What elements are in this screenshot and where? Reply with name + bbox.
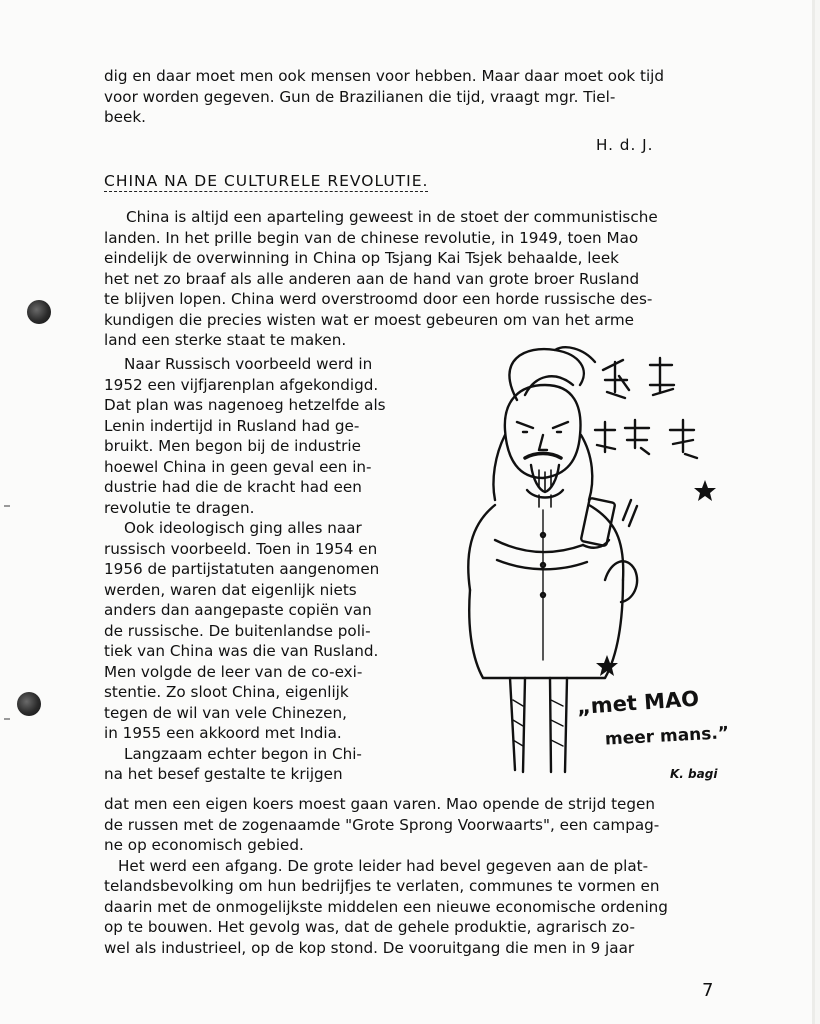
article-column-text bbox=[104, 354, 386, 785]
margin-mark bbox=[4, 718, 10, 720]
author-signature: H. d. J. bbox=[596, 136, 654, 154]
page-edge-outer bbox=[815, 0, 820, 1024]
text-line: de russische. De buitenlandse poli- bbox=[104, 621, 371, 640]
text-line: dustrie had die de kracht had een bbox=[104, 478, 362, 496]
text-line: Het werd een afgang. De grote leider had bevel gegeven aan de plat- bbox=[118, 856, 649, 875]
text-line: kundigen die precies wisten wat er moest gebeuren om van het arme bbox=[104, 310, 634, 329]
text-line: Dat plan was nagenoeg hetzelfde als bbox=[104, 396, 386, 414]
text-line: werden, waren dat eigenlijk niets bbox=[104, 580, 357, 599]
article-paragraph-3 bbox=[104, 794, 668, 958]
artist-signature: K. bagi bbox=[670, 767, 718, 781]
text-line: dig en daar moet men ook mensen voor hebben. Maar daar moet ook tijd bbox=[104, 67, 665, 85]
text-line: het net zo braaf als alle anderen aan de hand van grote broer Rusland bbox=[104, 269, 640, 288]
text-line: 1956 de partijstatuten aangenomen bbox=[104, 560, 380, 578]
text-line: landen. In het prille begin van de chinese revolutie, in 1949, toen Mao bbox=[104, 228, 639, 247]
text-line: na het besef gestalte te krijgen bbox=[104, 765, 343, 783]
illustration-caption-line-2: meer mans.” bbox=[604, 723, 730, 750]
text-line: beek. bbox=[104, 108, 146, 126]
text-line: voor worden gegeven. Gun de Brazilianen die tijd, vraagt mgr. Tiel- bbox=[104, 87, 616, 106]
text-line: land een sterke staat te maken. bbox=[104, 331, 347, 349]
punch-hole-bottom bbox=[17, 692, 41, 716]
punch-hole-top bbox=[27, 300, 51, 324]
text-line: op te bouwen. Het gevolg was, dat de gehele produktie, agrarisch zo- bbox=[104, 918, 635, 936]
text-line: in 1955 een akkoord met India. bbox=[104, 724, 342, 742]
text-line: Ook ideologisch ging alles naar bbox=[124, 519, 362, 537]
text-line: eindelijk de overwinning in China op Tsjang Kai Tsjek behaalde, leek bbox=[104, 249, 619, 267]
text-line: ne op economisch gebied. bbox=[104, 836, 304, 854]
text-line: wel als industrieel, op de kop stond. De vooruitgang die men in 9 jaar bbox=[104, 938, 635, 957]
text-line: Lenin indertijd in Rusland had ge- bbox=[104, 416, 360, 435]
text-line: Langzaam echter begon in Chi- bbox=[124, 744, 362, 763]
text-line: daarin met de onmogelijkste middelen een nieuwe economische ordening bbox=[104, 897, 668, 916]
text-line: hoewel China in geen geval een in- bbox=[104, 457, 372, 476]
text-line: stentie. Zo sloot China, eigenlijk bbox=[104, 683, 349, 701]
text-line: te blijven lopen. China werd overstroomd door een horde russische des- bbox=[104, 290, 653, 308]
text-line: anders dan aangepaste copiën van bbox=[104, 601, 372, 619]
article-heading: CHINA NA DE CULTURELE REVOLUTIE. bbox=[104, 172, 429, 190]
text-line: Men volgde de leer van de co-exi- bbox=[104, 662, 363, 681]
text-line: bruikt. Men begon bij de industrie bbox=[104, 437, 361, 455]
text-line: revolutie te dragen. bbox=[104, 498, 255, 517]
text-line: russisch voorbeeld. Toen in 1954 en bbox=[104, 539, 378, 558]
illustration-caption-line-1: „met MAO bbox=[576, 686, 700, 720]
margin-mark bbox=[4, 505, 10, 507]
text-line: dat men een eigen koers moest gaan varen. Mao opende de strijd tegen bbox=[104, 795, 655, 813]
mao-caricature-illustration bbox=[455, 340, 740, 785]
article-paragraph-1 bbox=[104, 207, 658, 351]
text-line: China is altijd een aparteling geweest in de stoet der communistische bbox=[126, 208, 658, 226]
text-line: telandsbevolking om hun bedrijfjes te verlaten, communes te vormen en bbox=[104, 877, 660, 895]
page-number: 7 bbox=[702, 980, 714, 1001]
text-line: Naar Russisch voorbeeld werd in bbox=[124, 355, 373, 373]
text-line: 1952 een vijfjarenplan afgekondigd. bbox=[104, 375, 379, 394]
intro-paragraph bbox=[104, 66, 664, 128]
text-line: tiek van China was die van Rusland. bbox=[104, 642, 379, 660]
text-line: de russen met de zogenaamde "Grote Sprong Voorwaarts", een campag- bbox=[104, 815, 660, 834]
text-line: tegen de wil van vele Chinezen, bbox=[104, 703, 347, 722]
